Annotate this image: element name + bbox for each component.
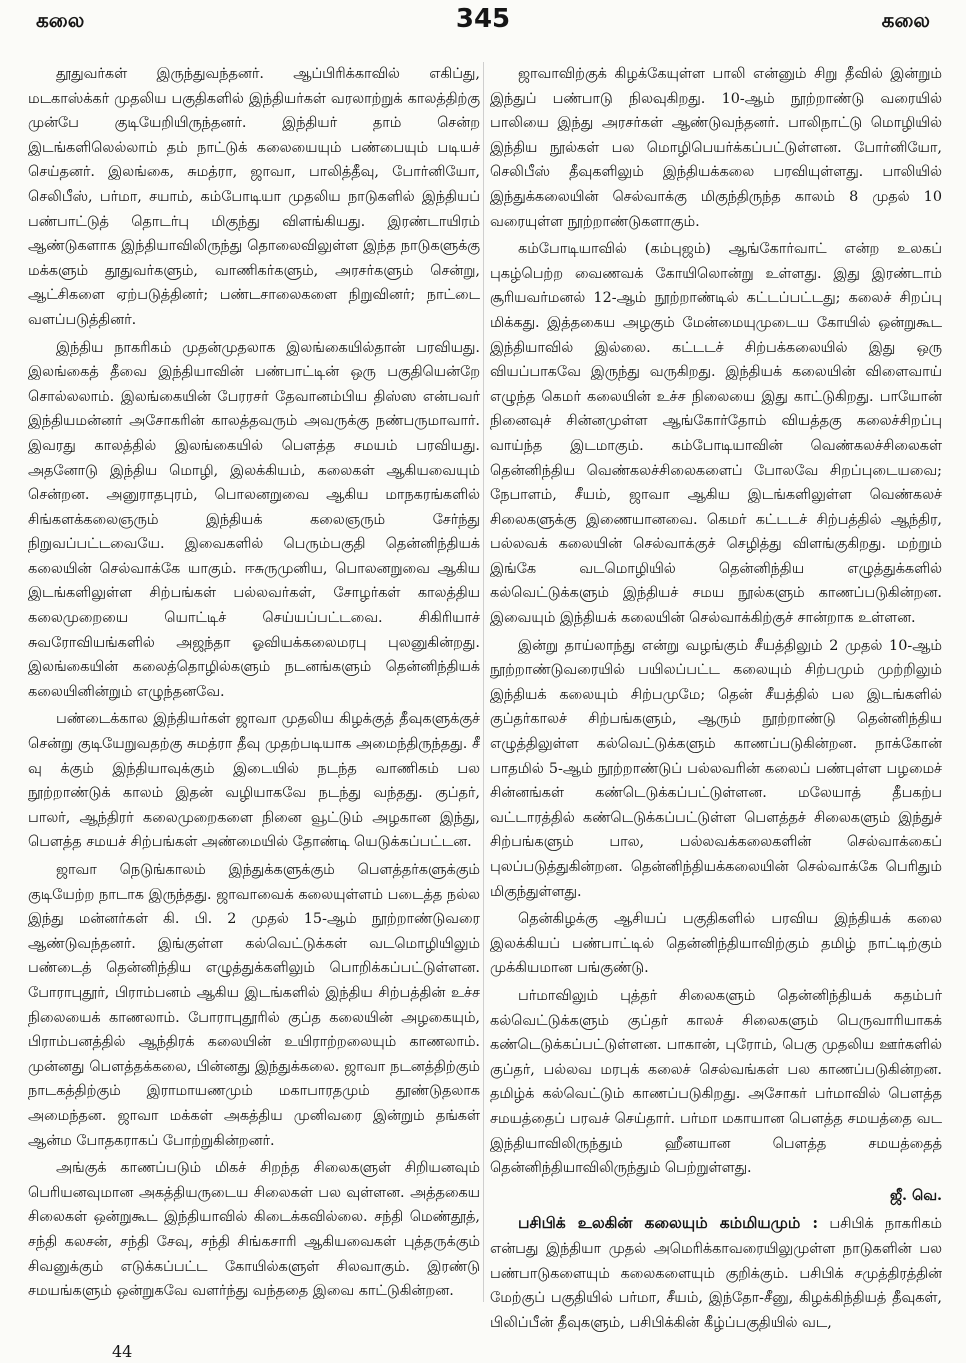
paragraph: தூதுவர்கள் இருந்துவந்தனர். ஆப்பிரிக்காவில் எகிப்து, மடகாஸ்க்கர் முதலிய பகுதிகளில் இந்தியர்கள் வரலாற்றுக் காலத்திற்கு முன்பே குடியேறியிருந்தனர். இந்தியர் தாம் சென்ற இடங்களிலெல்லாம் தம் நாட்டுக் கலையையும் பண்பையும் படியச் செய்தனர். இலங்கை, சுமத்ரா, ஜாவா, பாலித்தீவு, போர்னியோ, செலிபீஸ், பர்மா, சயாம், கம்போடியா முதலிய நாடுகளில் இந்தியப் பண்பாட்டுத் தொடர்பு மிகுந்து விளங்கியது. இரண்டாயிரம் ஆண்டுகளாக இந்தியாவிலிருந்து தொலைவிலுள்ள இந்த நாடுகளுக்கு மக்களும் தூதுவர்களும், வாணிகர்களும், அரசர்களும் சென்று, ஆட்சிகளை ஏற்படுத்தினர்; பண்டசாலைகளை நிறுவினர்; நாட்டை வளப்படுத்தினர். [28,66,480,328]
section-title: பசிபிக் உலகின் கலையும் கம்மியமும் : [518,1213,819,1233]
paragraph: பண்டைக்கால இந்தியர்கள் ஜாவா முதலிய கிழக்குத் தீவுகளுக்குச் சென்று குடியேறுவதற்கு சுமத்ரா தீவு முதற்படியாக அமைந்திருந்தது. சீ வு க்கும் இந்தியாவுக்கும் இடையில் நடந்த வாணிகம் பல நூற்றாண்டுக் காலம் இதன் வழியாகவே நடந்து வந்தது. குப்தர், பாலர், ஆந்திரர் கலைமுறைகளை நினை வூட்டும் அழகான இந்து, பௌத்த சமயச் சிற்பங்கள் அண்மையில் தோண்டி யெடுக்கப்பட்டன. [28,711,480,851]
author-signature: ஜீ. வெ. [889,1186,942,1204]
paragraph: பர்மாவிலும் புத்தர் சிலைகளும் தென்னிந்தியக் கதம்பர் கல்வெட்டுக்களும் குப்தர் காலச் சிலைகளும் பெருவாரியாகக் கண்டெடுக்கப்பட்டுள்ளன. பாகான், புரோம், பெகு முதலிய ஊர்களில் குப்தர், பல்லவ மரபுக் கலைச் செல்வங்கள் பல காணப்படுகின்றன. தமிழ்க் கல்வெட்டும் காணப்படுகிறது. அசோகர் பர்மாவில் பௌத்த சமயத்தைப் பரவச் செய்தார். பர்மா மகாயான பௌத்த சமயத்தை வட இந்தியாவிலிருந்தும் ஹீனயான பௌத்த சமயத்தைத் தென்னிந்தியாவிலிருந்தும் பெற்றுள்ளது. [490,987,942,1177]
paragraph: அங்குக் காணப்படும் மிகச் சிறந்த சிலைகளுள் சிறியனவும் பெரியனவுமான அகத்தியருடைய சிலைகள் பல வுள்ளன. அத்தகைய சிலைகள் ஒன்றுகூட இந்தியாவில் கிடைக்கவில்லை. சந்தி மெண்தூத், சந்தி கலசன், சந்தி சேவு, சந்தி சிங்கசாரி ஆகியவைகள் புத்தருக்கும் சிவனுக்கும் எடுக்கப்பட்ட கோயில்களுள் சிலவாகும். இரண்டு சமயங்களும் ஒன்றுகவே வளர்ந்து வந்ததை இவை காட்டுகின்றன. [28,1160,480,1300]
footer-folio: 44 [112,1342,133,1361]
paragraph: இன்று தாய்லாந்து என்று வழங்கும் சீயத்திலும் 2 முதல் 10-ஆம் நூற்றாண்டுவரையில் பயிலப்பட்ட கலையும் சிற்பமும் முற்றிலும் இந்தியக் கலையும் சிற்பமுமே; தென் சீயத்தில் பல இடங்களில் குப்தர்காலச் சிற்பங்களும், ஆரும் நூற்றாண்டு தென்னிந்திய எழுத்திலுள்ள கல்வெட்டுக்களும் காணப்படுகின்றன. நாக்கோன் பாதமில் 5-ஆம் நூற்றாண்டுப் பல்லவரின் கலைப் பண்புள்ள பழமைச் சின்னங்கள் கண்டெடுக்கப்பட்டுள்ளன. மலேயாத் தீபகற்ப வட்டாரத்தில் கண்டெடுக்கப்பட்டுள்ள பௌத்தச் சிலைகளும் இந்துச் சிற்பங்களும் பால, பல்லவக்கலைகளின் செல்வாக்கைப் புலப்படுத்துகின்றன. தென்னிந்தியக்கலையின் செல்வாக்கே பெரிதும் மிகுந்துள்ளது. [490,637,942,900]
paragraph: கம்போடியாவில் (கம்புஜம்) ஆங்கோர்வாட் என்ற உலகப் புகழ்பெற்ற வைணவக் கோயிலொன்று உள்ளது. இது இரண்டாம் சூரியவர்மனல் 12-ஆம் நூற்றாண்டில் கட்டப்பட்டது; கலைச் சிறப்பு மிக்கது. இத்தகைய அழகும் மேன்மையுமுடைய கோயில் ஒன்றுகூட இந்தியாவில் இல்லை. கட்டடச் சிற்பக்கலையில் இது ஒரு வியப்பாகவே இருந்து வருகிறது. இந்தியக் கலையின் விளைவாய் எழுந்த கெமர் கலையின் உச்ச நிலையை இது காட்டுகிறது. பாயோன் நினைவுச் சின்னமுள்ள ஆங்கோர்தோம் வியத்தகு கலைச்சிறப்பு வாய்ந்த இடமாகும். கம்போடியாவின் வெண்கலச்சிலைகள் தென்னிந்திய வெண்கலச்சிலைகளைப் போலவே சிறப்புடையவை; நேபாளம், சீயம், ஜாவா ஆகிய இடங்களிலுள்ள வெண்கலச் சிலைகளுக்கு இணையானவை. கெமர் கட்டடச் சிற்பத்தில் ஆந்திர, பல்லவக் கலையின் செல்வாக்குச் செழித்து விளங்குகிறது. மற்றும் இங்கே வடமொழியில் தென்னிந்திய எழுத்துக்களில் கல்வெட்டுக்களும் இந்தியச் சமய நூல்களும் காணப்படுகின்றன. இவையும் இந்தியக் கலையின் செல்வாக்கிற்குச் சான்றாக உள்ளன. [490,241,942,627]
paragraph: இந்திய நாகரிகம் முதன்முதலாக இலங்கையில்தான் பரவியது. இலங்கைத் தீவை இந்தியாவின் பண்பாட்டின் ஒரு பகுதியென்றே சொல்லலாம். இலங்கையின் பேரரசர் தேவானம்பிய திஸ்ஸ என்பவர் இந்தியமன்னர் அசோகரின் காலத்தவரும் அவருக்கு நண்பருமாவார். இவரது காலத்தில் இலங்கையில் பௌத்த சமயம் பரவியது. அதனோடு இந்திய மொழி, இலக்கியம், கலைகள் ஆகியவையும் சென்றன. அனுராதபுரம், பொலனறுவை ஆகிய மாநகரங்களில் சிங்களக்கலைஞரும் இந்தியக் கலைஞரும் சேர்ந்து நிறுவப்பட்டவையே. இவைகளில் பெரும்பகுதி தென்னிந்தியக் கலையின் செல்வாக்கே யாகும். ஈசுருமுனிய, பொலனறுவை ஆகிய இடங்களிலுள்ள சிற்பங்கள் பல்லவர்கள், சோழர்கள் காலத்திய கலைமுறையை யொட்டிச் செய்யப்பட்டவை. சிகிரியாச் சுவரோவியங்களில் அஜந்தா ஓவியக்கலைமரபு புலனுகின்றது. இலங்கையின் கலைத்தொழில்களும் நடனங்களும் தென்னிந்தியக் கலையினின்றும் எழுந்தனவே. [28,339,480,700]
running-head-right: கலை [881,8,930,32]
left-column [28,62,480,1337]
paragraph: தென்கிழக்கு ஆசியப் பகுதிகளில் பரவிய இந்தியக் கலை இலக்கியப் பண்பாட்டில் தென்னிந்தியாவிற்கும் தமிழ் நாட்டிற்கும் முக்கியமான பங்குண்டு. [490,911,942,977]
page-number: 345 [455,4,511,34]
section-text: பசிபிக் நாகரிகம் என்பது இந்தியா முதல் அமெரிக்காவரையிலுமுள்ள நாடுகளின் பல பண்பாடுகளையும் கலைகளையும் குறிக்கும். பசிபிக் சமுத்திரத்தின் மேற்குப் பகுதியில் பர்மா, சீயம், இந்தோ-சீனு, கிழக்கிந்தியத் தீவுகள், பிலிப்பீன் தீவுகளும், பசிபிக்கின் கீழ்ப்பகுதியில் வட, [490,1216,942,1331]
running-head-left: கலை [36,8,85,32]
column-divider [483,62,484,1302]
section-paragraph [490,1211,942,1335]
paragraph: ஜாவாவிற்குக் கிழக்கேயுள்ள பாலி என்னும் சிறு தீவில் இன்றும் இந்துப் பண்பாடு நிலவுகிறது. 10-ஆம் நூற்றாண்டு வரையில் பாலியை இந்து அரசர்கள் ஆண்டுவந்தனர். பாலிநாட்டு மொழியில் இந்திய நூல்கள் பல மொழிபெயர்க்கப்பட்டுள்ளன. போர்னியோ, செலிபீஸ் தீவுகளிலும் இந்தியக்கலை பரவியுள்ளது. பாலியில் இந்துக்கலையின் செல்வாக்கு மிகுந்திருந்த காலம் 8 முதல் 10 வரையுள்ள நூற்றாண்டுகளாகும். [490,66,942,230]
right-column [490,62,942,1337]
paragraph: ஜாவா நெடுங்காலம் இந்துக்களுக்கும் பௌத்தர்களுக்கும் குடியேற்ற நாடாக இருந்தது. ஜாவாவைக் கலையுள்ளம் படைத்த நல்ல இந்து மன்னர்கள் கி. பி. 2 முதல் 15-ஆம் நூற்றாண்டுவரை ஆண்டுவந்தனர். இங்குள்ள கல்வெட்டுக்கள் வடமொழியிலும் பண்டைத் தென்னிந்திய எழுத்துக்களிலும் பொறிக்கப்பட்டுள்ளன. போராபுதூர், பிராம்பனம் ஆகிய இடங்களில் இந்திய சிற்பத்தின் உச்ச நிலையைக் காணலாம். போராபுதூரில் குப்த கலையின் அழகையும், பிராம்பனத்தில் ஆந்திரக் கலையின் உயிராற்றலையும் காணலாம். முன்னது பௌத்தக்கலை, பின்னது இந்துக்கலை. ஜாவா நடனத்திற்கும் நாடகத்திற்கும் இராமாயணமும் மகாபாரதமும் தூண்டுதலாக அமைந்தன. ஜாவா மக்கள் அகத்திய முனிவரை இன்றும் தங்கள் ஆன்ம போதகராகப் போற்றுகின்றனர். [28,862,480,1149]
